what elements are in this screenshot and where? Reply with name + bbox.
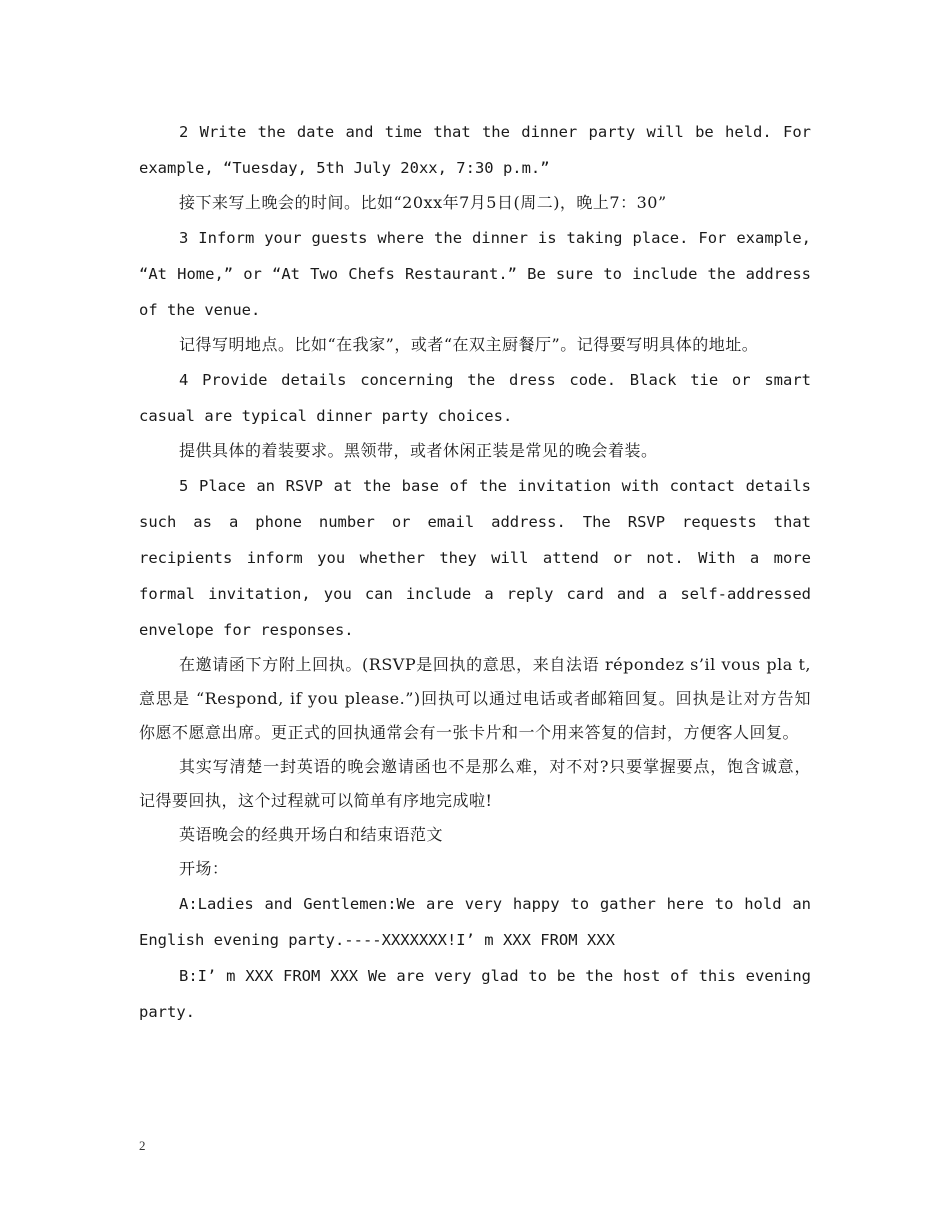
- dialogue-line-b: B:I’ m XXX FROM XXX We are very glad to be the host of this evening party.: [139, 967, 811, 1021]
- paragraph-rsvp-en: 5 Place an RSVP at the base of the invitation with contact details such as a phone number or email address. The RSVP requests that recipients inform you whether they will attend or not. With a more formal invitation, you can include a reply card and a self-addressed envelope for responses.: [139, 477, 811, 639]
- paragraph-rsvp-zh: 在邀请函下方附上回执。(RSVP是回执的意思，来自法语 répondez s’il vous pla t, 意思是 “Respond, if you please.”)回执可以通过电话或者邮箱回复。回执是让对方告知你愿不愿意出席。更正式的回执通常会有一张卡片和一个用来答复的信封，方便客人回复。: [139, 655, 811, 742]
- paragraph-dinner-date-en: 2 Write the date and time that the dinner party will be held. For example, “Tuesday, 5th July 20xx, 7:30 p.m.”: [139, 123, 811, 177]
- section-heading-opening-closing: 英语晚会的经典开场白和结束语范文: [179, 825, 444, 844]
- paragraph-dinner-date-zh: 接下来写上晚会的时间。比如“20xx年7月5日(周二)，晚上7：30”: [179, 193, 667, 212]
- paragraph-venue-zh: 记得写明地点。比如“在我家”，或者“在双主厨餐厅”。记得要写明具体的地址。: [179, 335, 759, 354]
- document-body: [139, 114, 811, 1030]
- paragraph-dress-code-zh: 提供具体的着装要求。黑领带，或者休闲正装是常见的晚会着装。: [179, 441, 658, 460]
- dialogue-line-a: A:Ladies and Gentlemen:We are very happy to gather here to hold an English evening party.----XXXXXXX!I’ m XXX FROM XXX: [139, 895, 811, 949]
- paragraph-venue-en: 3 Inform your guests where the dinner is taking place. For example, “At Home,” or “At Two Chefs Restaurant.” Be sure to include the address of the venue.: [139, 229, 811, 319]
- page-number: 2: [139, 1138, 146, 1153]
- section-label-opening: 开场：: [179, 859, 229, 878]
- paragraph-dress-code-en: 4 Provide details concerning the dress code. Black tie or smart casual are typical dinner party choices.: [139, 371, 811, 425]
- paragraph-summary-zh: 其实写清楚一封英语的晚会邀请函也不是那么难，对不对?只要掌握要点，饱含诚意，记得要回执，这个过程就可以简单有序地完成啦!: [139, 757, 811, 810]
